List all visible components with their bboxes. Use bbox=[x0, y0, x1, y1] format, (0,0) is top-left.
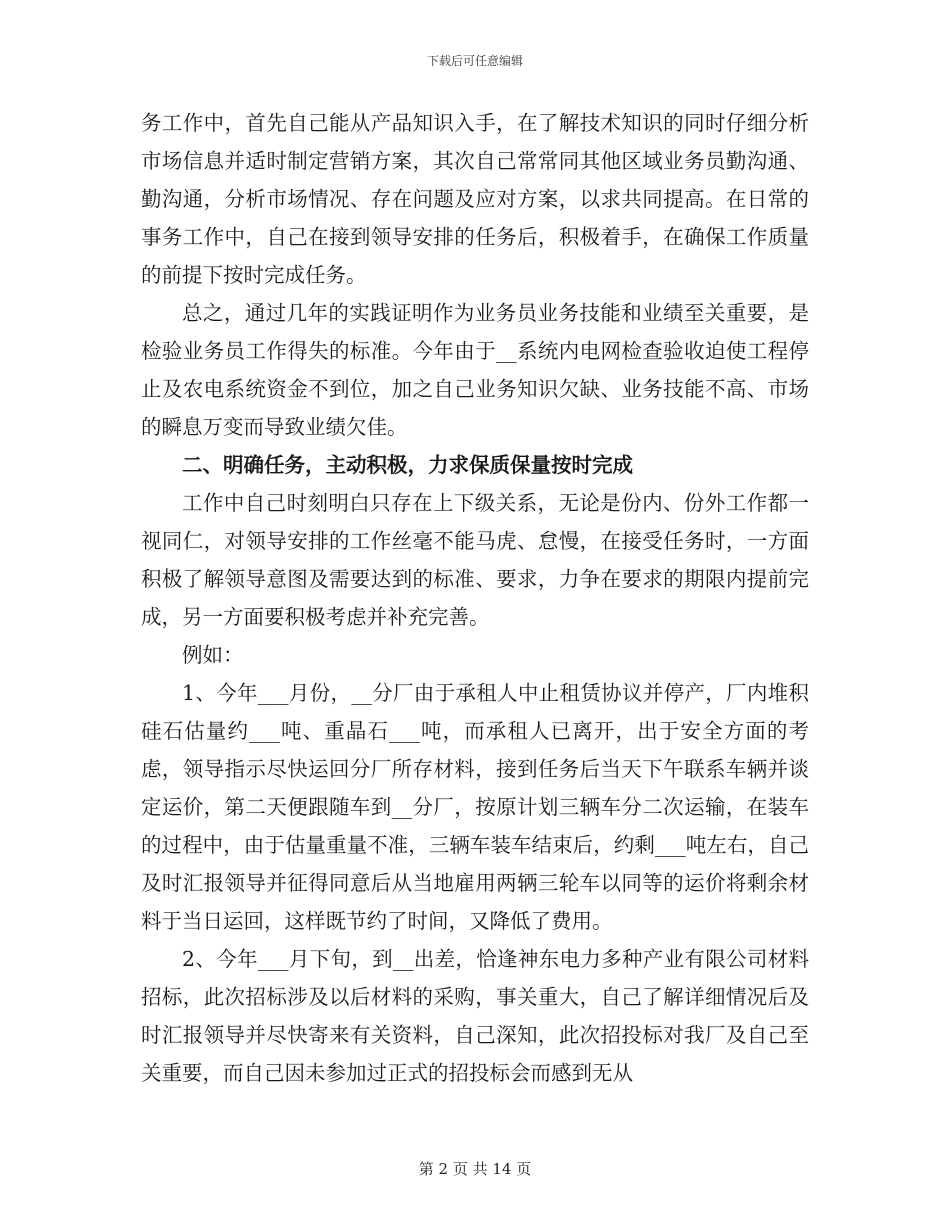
paragraph-2: 总之，通过几年的实践证明作为业务员业务技能和业绩至关重要，是检验业务员工作得失的标准。今年由于__系统内电网检查验收迫使工程停止及农电系统资金不到位，加之自己业务知识欠缺、业务技能不高、市场的瞬息万变而导致业绩欠佳。 bbox=[141, 301, 809, 439]
section-heading: 二、明确任务，主动积极，力求保质保量按时完成 bbox=[182, 453, 633, 477]
paragraph-1: 务工作中，首先自己能从产品知识入手，在了解技术知识的同时仔细分析市场信息并适时制定营销方案，其次自己常常同其他区域业务员勤沟通、勤沟通，分析市场情况、存在问题及应对方案，以求共同提高。在日常的事务工作中，自己在接到领导安排的任务后，积极着手，在确保工作质量的前提下按时完成任务。 bbox=[141, 111, 809, 287]
page-footer: 第 2 页 共 14 页 bbox=[418, 1160, 532, 1178]
paragraph-3: 工作中自己时刻明白只存在上下级关系，无论是份内、份外工作都一视同仁，对领导安排的工作丝毫不能马虎、怠慢，在接受任务时，一方面积极了解领导意图及需要达到的标准、要求，力争在要求的期限内提前完成，另一方面要积极考虑并补充完善。 bbox=[141, 491, 809, 629]
paragraph-5: 1、今年___月份，__分厂由于承租人中止租赁协议并停产，厂内堆积硅石估量约___吨、重晶石___吨，而承租人已离开，出于安全方面的考虑，领导指示尽快运回分厂所存材料，接到任务后当天下午联系车辆并谈定运价，第二天便跟随车到__分厂，按原计划三辆车分二次运输，在装车的过程中，由于估量重量不准，三辆车装车结束后，约剩___吨左右，自己及时汇报领导并征得同意后从当地雇用两辆三轮车以同等的运价将剩余材料于当日运回，这样既节约了时间，又降低了费用。 bbox=[141, 681, 809, 933]
paragraph-4: 例如： bbox=[182, 643, 244, 667]
document-body bbox=[141, 104, 809, 1092]
page-header: 下载后可任意编辑 bbox=[426, 54, 523, 68]
paragraph-6: 2、今年___月下旬，到__出差，恰逢神东电力多种产业有限公司材料招标，此次招标涉及以后材料的采购，事关重大，自己了解详细情况后及时汇报领导并尽快寄来有关资料，自己深知，此次招投标对我厂及自己至关重要，而自己因未参加过正式的招投标会而感到无从 bbox=[141, 947, 809, 1085]
